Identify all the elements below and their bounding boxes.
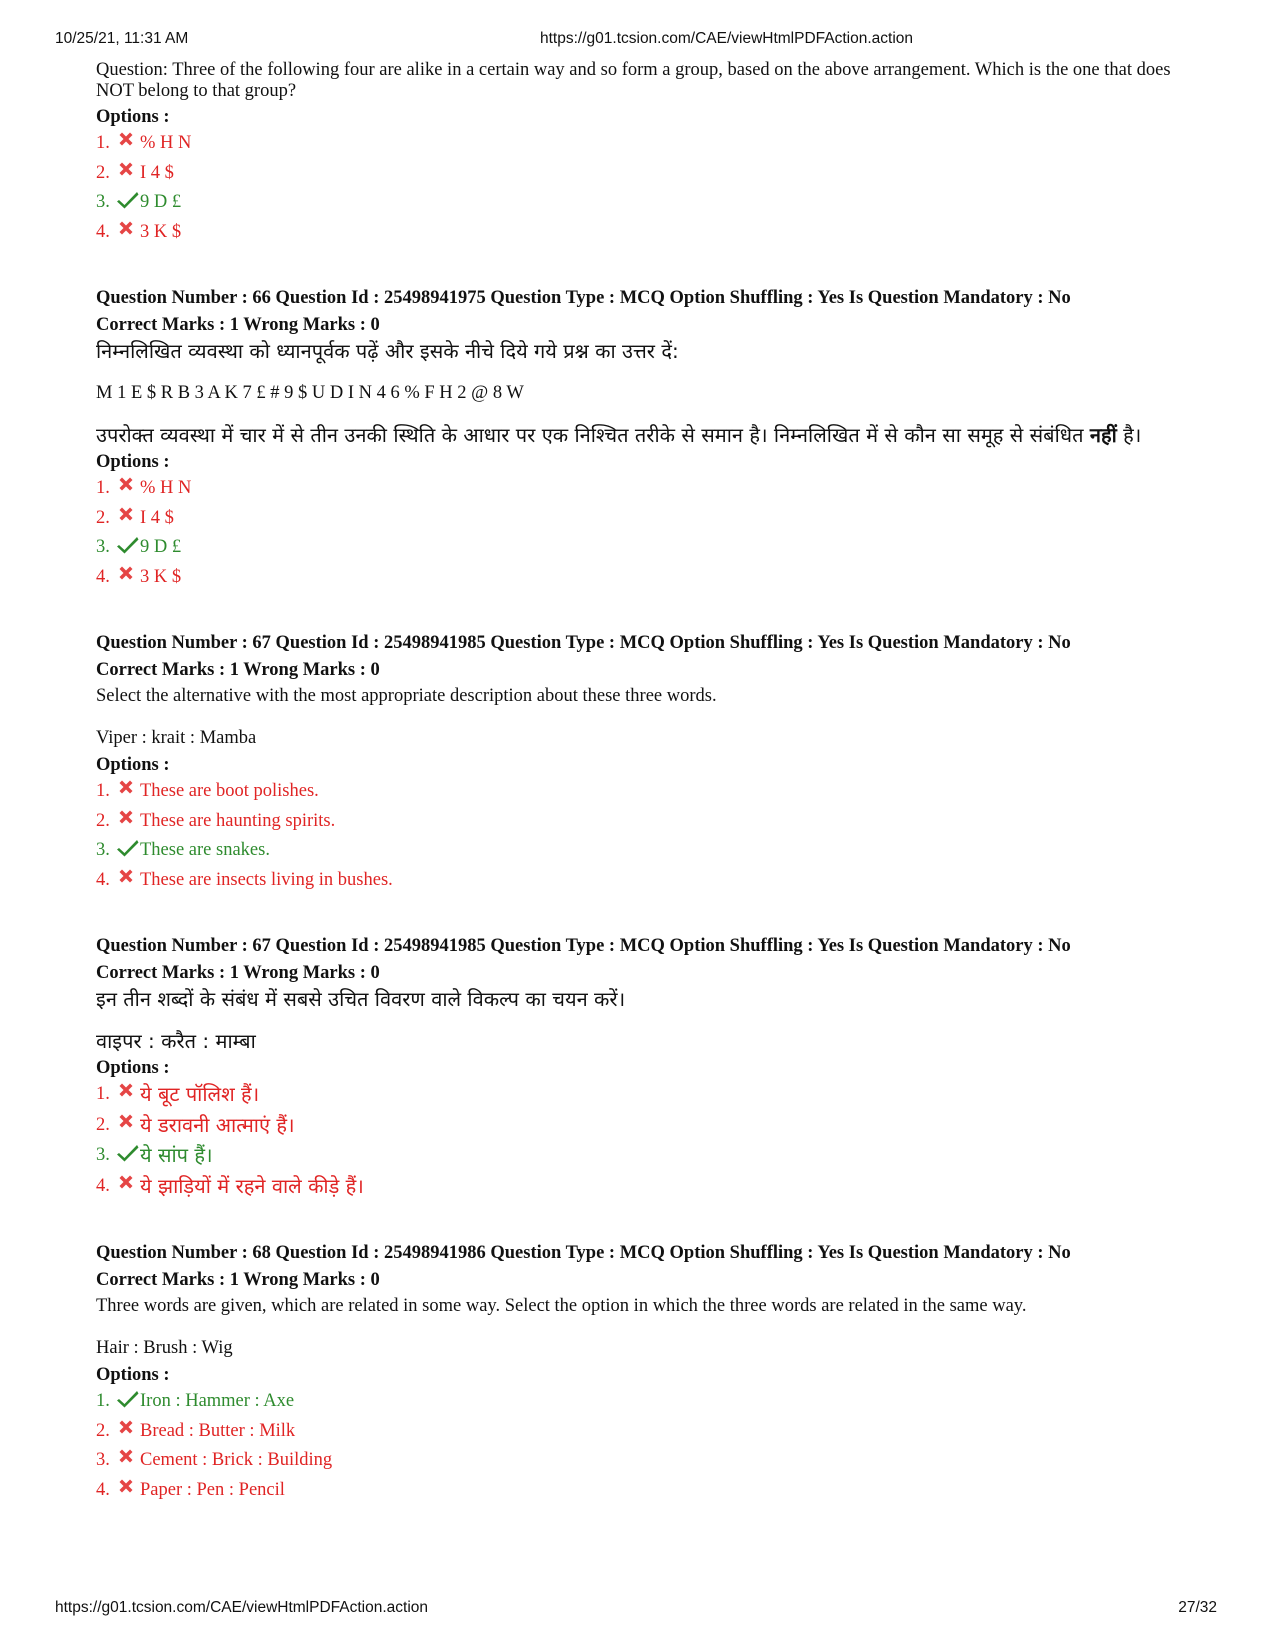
- option-number: 2.: [96, 810, 110, 831]
- options-list: [96, 1084, 1176, 1206]
- check-mark: [116, 188, 140, 210]
- option-text: ये सांप हैं।: [140, 1143, 213, 1167]
- option-text: 3 K $: [140, 221, 182, 242]
- option-item: [96, 508, 1176, 538]
- option-item: [96, 1112, 1176, 1146]
- cross-mark: [116, 866, 140, 888]
- option-text: Bread : Butter : Milk: [140, 1420, 296, 1441]
- question-meta: Question Number : 67 Question Id : 25498941985 Question Type : MCQ Option Shuffling : Yes Is Question Mandatory : No: [96, 633, 1071, 653]
- cross-mark: [116, 474, 140, 496]
- question-words: Viper : krait : Mamba: [96, 728, 257, 748]
- options-list: [96, 1391, 1176, 1509]
- option-text: ये झाड़ियों में रहने वाले कीड़े हैं।: [140, 1173, 364, 1198]
- option-text: Iron : Hammer : Axe: [140, 1391, 295, 1411]
- option-text: % H N: [140, 478, 192, 498]
- option-number: 3.: [96, 1145, 110, 1165]
- question-text: Question: Three of the following four are alike in a certain way and so form a group, based on the above arrangement. Which is the one that does NOT belong to that group?: [96, 60, 1171, 101]
- option-number: 4.: [96, 566, 110, 587]
- option-text: These are insects living in bushes.: [140, 869, 393, 890]
- cross-mark: [116, 1446, 140, 1468]
- cross-mark-icon: [116, 777, 140, 799]
- check-mark-icon: [116, 1141, 140, 1163]
- print-footer-url: https://g01.tcsion.com/CAE/viewHtmlPDFAction.action: [55, 1599, 429, 1616]
- question-meta: Question Number : 66 Question Id : 25498941975 Question Type : MCQ Option Shuffling : Yes Is Question Mandatory : No: [96, 288, 1071, 308]
- question-66: [96, 285, 1176, 596]
- question-67-hindi: [96, 933, 1176, 1206]
- check-mark: [116, 1387, 140, 1409]
- option-number: 4.: [96, 221, 110, 242]
- option-text: ये बूट पॉलिश हैं।: [140, 1082, 260, 1106]
- option-item: [96, 781, 1176, 811]
- cross-mark-icon: [116, 866, 140, 888]
- option-number: 3.: [96, 1450, 110, 1470]
- question-marks: Correct Marks : 1 Wrong Marks : 0: [96, 660, 380, 680]
- cross-mark: [116, 563, 140, 585]
- print-datetime: 10/25/21, 11:31 AM: [55, 30, 189, 47]
- option-number: 2.: [96, 162, 110, 183]
- option-text: I 4 $: [140, 507, 174, 528]
- question-text-pre: उपरोक्त व्यवस्था में चार में से तीन उनकी स्थिति के आधार पर एक निश्चित तरीके से समान है। निम्नलिखित में से कौन सा समूह से संबंधित: [96, 423, 1090, 447]
- option-item: [96, 1480, 1176, 1510]
- cross-mark-icon: [116, 807, 140, 829]
- question-text: इन तीन शब्दों के संबंध में सबसे उचित विवरण वाले विकल्प का चयन करें।: [96, 987, 626, 1011]
- option-text: Paper : Pen : Pencil: [140, 1479, 285, 1500]
- options-list: [96, 781, 1176, 899]
- cross-mark-icon: [116, 1476, 140, 1498]
- check-mark: [116, 1141, 140, 1163]
- page-number: 27/32: [1178, 1599, 1217, 1616]
- option-number: 4.: [96, 1175, 110, 1196]
- cross-mark-icon: [116, 1417, 140, 1439]
- option-item: [96, 870, 1176, 900]
- question-meta: Question Number : 67 Question Id : 25498941985 Question Type : MCQ Option Shuffling : Yes Is Question Mandatory : No: [96, 936, 1071, 956]
- cross-mark-icon: [116, 1172, 140, 1194]
- option-number: 4.: [96, 1479, 110, 1500]
- question-words: Hair : Brush : Wig: [96, 1338, 233, 1358]
- cross-mark-icon: [116, 474, 140, 496]
- option-number: 3.: [96, 840, 110, 860]
- question-text-post: है।: [1116, 423, 1142, 447]
- question-meta: Question Number : 68 Question Id : 25498941986 Question Type : MCQ Option Shuffling : Yes Is Question Mandatory : No: [96, 1243, 1071, 1263]
- question-68: [96, 1240, 1176, 1509]
- cross-mark: [116, 1172, 140, 1194]
- check-mark-icon: [116, 533, 140, 555]
- option-item: [96, 567, 1176, 597]
- options-label: Options :: [96, 1058, 170, 1078]
- option-text: These are snakes.: [140, 840, 270, 860]
- option-text: I 4 $: [140, 162, 174, 183]
- cross-mark: [116, 129, 140, 151]
- cross-mark: [116, 807, 140, 829]
- question-marks: Correct Marks : 1 Wrong Marks : 0: [96, 963, 380, 983]
- option-number: 3.: [96, 537, 110, 557]
- cross-mark: [116, 1111, 140, 1133]
- option-item: [96, 1421, 1176, 1451]
- cross-mark-icon: [116, 504, 140, 526]
- check-mark-icon: [116, 1387, 140, 1409]
- option-number: 4.: [96, 869, 110, 890]
- question-text: Three words are given, which are related in some way. Select the option in which the three words are related in the same way.: [96, 1296, 1027, 1316]
- option-item: [96, 840, 1176, 870]
- option-text: Cement : Brick : Building: [140, 1450, 333, 1470]
- question-sequence: M 1 E $ R B 3 A K 7 £ # 9 $ U D I N 4 6 % F H 2 @ 8 W: [96, 383, 524, 403]
- option-item: [96, 163, 1176, 193]
- check-mark-icon: [116, 188, 140, 210]
- question-65-tail: [96, 60, 1176, 251]
- cross-mark: [116, 1080, 140, 1102]
- option-text: These are boot polishes.: [140, 781, 319, 801]
- option-text: % H N: [140, 133, 192, 153]
- option-item: [96, 1450, 1176, 1480]
- option-text: 9 D £: [140, 537, 182, 557]
- cross-mark: [116, 504, 140, 526]
- option-text: These are haunting spirits.: [140, 810, 336, 831]
- option-item: [96, 1391, 1176, 1421]
- cross-mark-icon: [116, 563, 140, 585]
- cross-mark: [116, 218, 140, 240]
- option-number: 2.: [96, 1114, 110, 1135]
- cross-mark-icon: [116, 1111, 140, 1133]
- options-list: [96, 478, 1176, 596]
- cross-mark-icon: [116, 159, 140, 181]
- cross-mark: [116, 1476, 140, 1498]
- cross-mark-icon: [116, 218, 140, 240]
- options-label: Options :: [96, 755, 170, 775]
- question-words: वाइपर : करैत : माम्बा: [96, 1029, 256, 1053]
- question-marks: Correct Marks : 1 Wrong Marks : 0: [96, 1270, 380, 1290]
- question-67-english: [96, 630, 1176, 899]
- question-text: [96, 423, 1176, 447]
- cross-mark: [116, 777, 140, 799]
- option-number: 3.: [96, 192, 110, 212]
- option-item: [96, 1145, 1176, 1176]
- document-content: [96, 60, 1176, 1509]
- option-number: 2.: [96, 1420, 110, 1441]
- option-item: [96, 222, 1176, 252]
- cross-mark-icon: [116, 1080, 140, 1102]
- option-item: [96, 192, 1176, 222]
- cross-mark: [116, 159, 140, 181]
- check-mark-icon: [116, 836, 140, 858]
- option-number: 1.: [96, 1391, 110, 1411]
- option-item: [96, 1173, 1176, 1207]
- print-header-url: https://g01.tcsion.com/CAE/viewHtmlPDFAction.action: [540, 30, 914, 47]
- cross-mark-icon: [116, 1446, 140, 1468]
- option-item: [96, 1084, 1176, 1115]
- question-instruction: निम्नलिखित व्यवस्था को ध्यानपूर्वक पढ़ें और इसके नीचे दिये गये प्रश्न का उत्तर दें:: [96, 339, 679, 363]
- option-item: [96, 133, 1176, 163]
- check-mark: [116, 836, 140, 858]
- question-text-emphasis: नहीं: [1089, 423, 1117, 447]
- check-mark: [116, 533, 140, 555]
- question-text: Select the alternative with the most appropriate description about these three words.: [96, 686, 717, 706]
- option-item: [96, 537, 1176, 567]
- option-item: [96, 811, 1176, 841]
- option-text: 9 D £: [140, 192, 182, 212]
- option-text: ये डरावनी आत्माएं हैं।: [140, 1112, 295, 1137]
- cross-mark: [116, 1417, 140, 1439]
- options-label: Options :: [96, 1365, 170, 1385]
- option-item: [96, 478, 1176, 508]
- options-label: Options :: [96, 107, 170, 127]
- options-list: [96, 133, 1176, 251]
- option-number: 1.: [96, 1084, 110, 1104]
- cross-mark-icon: [116, 129, 140, 151]
- option-number: 2.: [96, 507, 110, 528]
- option-number: 1.: [96, 781, 110, 801]
- question-marks: Correct Marks : 1 Wrong Marks : 0: [96, 315, 380, 335]
- option-number: 1.: [96, 133, 110, 153]
- option-number: 1.: [96, 478, 110, 498]
- option-text: 3 K $: [140, 566, 182, 587]
- options-label: Options :: [96, 452, 170, 472]
